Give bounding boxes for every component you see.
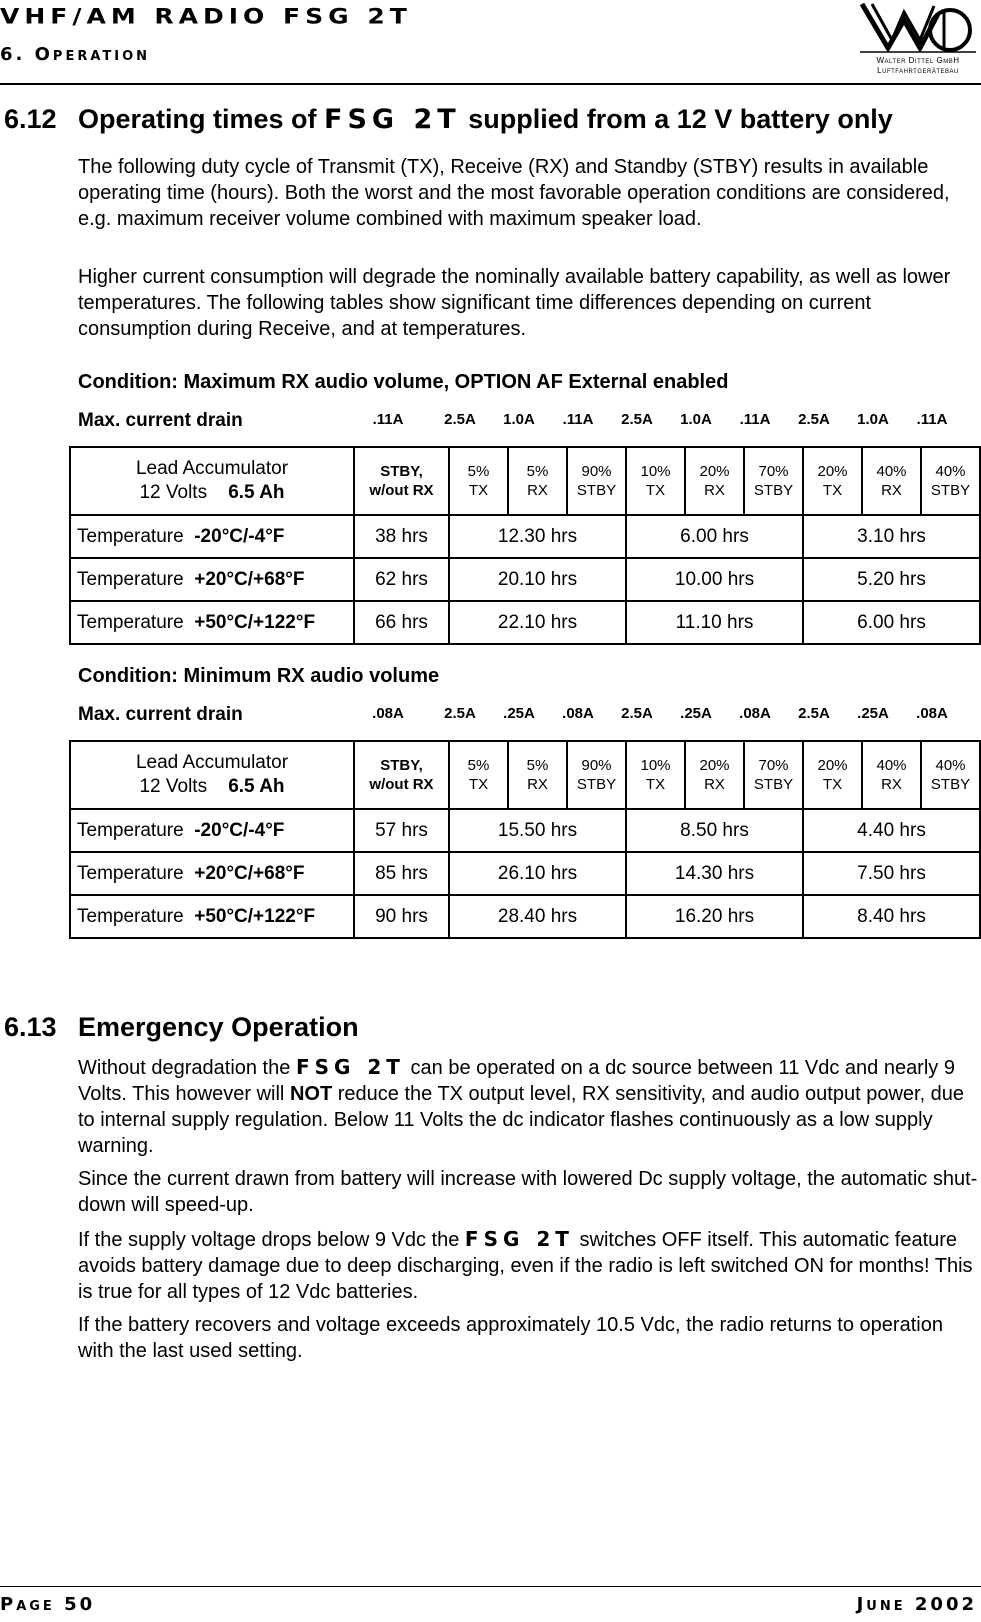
duty-cycle-mode: RX <box>881 482 902 499</box>
duty-cycle-percent: 90% <box>581 463 612 480</box>
document-date: June 2002 <box>856 1594 977 1615</box>
duty-cycle-percent: 5% <box>467 463 490 480</box>
duty-cycle-mode: RX <box>881 776 902 793</box>
current-drain-value: 2.5A <box>621 705 653 722</box>
operating-time-cell: 12.30 hrs <box>449 515 626 558</box>
duty-cycle-percent: 20% <box>699 757 730 774</box>
duty-cycle-mode: STBY <box>576 482 617 499</box>
duty-cycle-mode: STBY <box>753 776 794 793</box>
paragraph: If the battery recovers and voltage exceeds approximately 10.5 Vdc, the radio returns to operation with the last used setting. <box>78 1314 943 1362</box>
temperature-value: +20°C/+68°F <box>194 568 305 590</box>
logo-company-name: Walter Dittel GmbH <box>876 56 960 65</box>
current-drain-value: 2.5A <box>798 411 830 428</box>
header-rule <box>0 83 981 85</box>
temperature-value: -20°C/-4°F <box>194 525 285 547</box>
duty-cycle-percent: 10% <box>640 757 671 774</box>
temperature-cell <box>70 515 354 558</box>
operating-time-cell: 28.40 hrs <box>449 895 626 938</box>
operating-time-table-max <box>69 446 981 645</box>
condition-label: Condition: Minimum RX audio volume <box>78 665 440 687</box>
duty-cycle-mode: TX <box>645 776 666 793</box>
duty-cycle-header <box>626 447 685 515</box>
duty-cycle-percent: 70% <box>758 463 789 480</box>
stby-time-cell: 66 hrs <box>354 601 449 644</box>
temperature-label: Temperature <box>77 905 184 927</box>
current-drain-value: 2.5A <box>798 705 830 722</box>
duty-cycle-percent: 5% <box>467 757 490 774</box>
duty-cycle-header <box>803 741 862 809</box>
duty-cycle-percent: 20% <box>817 463 848 480</box>
current-drain-value: 2.5A <box>621 411 653 428</box>
current-drain-value: .08A <box>739 705 771 722</box>
duty-cycle-header <box>508 741 567 809</box>
current-drain-value: .08A <box>562 705 594 722</box>
stby-header <box>354 741 449 809</box>
duty-cycle-percent: 20% <box>817 757 848 774</box>
duty-cycle-header <box>744 741 803 809</box>
duty-cycle-mode: RX <box>527 776 548 793</box>
table-row <box>70 852 980 895</box>
battery-type: Lead Accumulator <box>135 752 289 773</box>
operating-time-cell: 10.00 hrs <box>626 558 803 601</box>
document-title: VHF/AM RADIO FSG 2T <box>0 4 412 29</box>
heading-brand: FSG 2T <box>324 104 461 135</box>
current-drain-value: .08A <box>372 705 404 722</box>
stby-time-cell: 62 hrs <box>354 558 449 601</box>
current-drain-value: 1.0A <box>680 411 712 428</box>
temperature-cell <box>70 558 354 601</box>
stby-sublabel: w/out RX <box>369 482 434 499</box>
chapter-title: 6. Operation <box>0 44 151 65</box>
duty-cycle-percent: 5% <box>526 757 549 774</box>
heading-text: Emergency Operation <box>78 1012 359 1042</box>
paragraph: The following duty cycle of Transmit (TX), Receive (RX) and Standby (STBY) results in available operating time (hours). Both the worst and the most favorable operation conditions are considered, e.g. maximum receiver volume combined with maximum speaker load. <box>78 156 950 230</box>
duty-cycle-percent: 70% <box>758 757 789 774</box>
operating-time-cell: 4.40 hrs <box>803 809 980 852</box>
current-drain-value: 2.5A <box>444 411 476 428</box>
operating-time-cell: 20.10 hrs <box>449 558 626 601</box>
stby-header <box>354 447 449 515</box>
table-row <box>70 809 980 852</box>
duty-cycle-percent: 40% <box>935 463 966 480</box>
duty-cycle-percent: 40% <box>876 757 907 774</box>
stby-time-cell: 90 hrs <box>354 895 449 938</box>
temperature-cell <box>70 895 354 938</box>
operating-time-cell: 8.50 hrs <box>626 809 803 852</box>
duty-cycle-mode: STBY <box>930 482 971 499</box>
current-drain-label: Max. current drain <box>78 704 243 725</box>
current-drain-label: Max. current drain <box>78 410 243 431</box>
condition-label: Condition: Maximum RX audio volume, OPTION AF External enabled <box>78 371 729 393</box>
duty-cycle-mode: RX <box>704 482 725 499</box>
current-drain-value: 1.0A <box>503 411 535 428</box>
duty-cycle-mode: STBY <box>753 482 794 499</box>
inline-brand: FSG 2T <box>464 1227 574 1251</box>
current-drain-value: .25A <box>503 705 535 722</box>
current-drain-value: .11A <box>916 411 948 428</box>
table-row <box>70 558 980 601</box>
operating-time-cell: 6.00 hrs <box>803 601 980 644</box>
temperature-cell <box>70 852 354 895</box>
current-drain-value: .11A <box>739 411 771 428</box>
temperature-label: Temperature <box>77 568 184 590</box>
footer-rule <box>0 1586 981 1587</box>
current-drain-value: .25A <box>680 705 712 722</box>
battery-type: Lead Accumulator <box>135 458 289 479</box>
stby-time-cell: 57 hrs <box>354 809 449 852</box>
battery-header <box>70 447 354 515</box>
stby-time-cell: 38 hrs <box>354 515 449 558</box>
duty-cycle-header <box>508 447 567 515</box>
operating-time-cell: 26.10 hrs <box>449 852 626 895</box>
operating-time-cell: 6.00 hrs <box>626 515 803 558</box>
battery-header <box>70 741 354 809</box>
duty-cycle-mode: TX <box>645 482 666 499</box>
paragraph: Without degradation the FSG 2T can be operated on a dc source between 11 Vdc and nearly 9 Volts. This however will NOT reduce the TX output level, RX sensitivity, and audio output power, due to internal supply regulation. Below 11 Volts the dc indicator flashes continuously as a low supply warning. <box>78 1055 965 1157</box>
temperature-value: -20°C/-4°F <box>194 819 285 841</box>
logo-mark-icon <box>858 0 978 56</box>
duty-cycle-mode: STBY <box>576 776 617 793</box>
duty-cycle-header <box>685 741 744 809</box>
duty-cycle-percent: 20% <box>699 463 730 480</box>
heading-text-post: supplied from a 12 V battery only <box>468 104 893 134</box>
duty-cycle-header <box>921 447 980 515</box>
duty-cycle-mode: TX <box>822 776 843 793</box>
duty-cycle-percent: 40% <box>935 757 966 774</box>
section-number: 6.13 <box>4 1012 57 1042</box>
duty-cycle-header <box>567 447 626 515</box>
table-row <box>70 895 980 938</box>
temperature-label: Temperature <box>77 819 184 841</box>
temperature-value: +50°C/+122°F <box>194 611 316 633</box>
battery-capacity: 6.5 Ah <box>228 482 285 503</box>
duty-cycle-header <box>567 741 626 809</box>
current-drain-value: 1.0A <box>857 411 889 428</box>
duty-cycle-mode: TX <box>468 482 489 499</box>
temperature-cell <box>70 809 354 852</box>
operating-time-cell: 3.10 hrs <box>803 515 980 558</box>
stby-label: STBY, <box>380 463 423 480</box>
duty-cycle-mode: TX <box>822 482 843 499</box>
current-drain-value: .25A <box>857 705 889 722</box>
operating-time-cell: 14.30 hrs <box>626 852 803 895</box>
operating-time-cell: 22.10 hrs <box>449 601 626 644</box>
logo-company-sub: Luftfahrtgerätebau <box>877 66 959 75</box>
duty-cycle-header <box>862 447 921 515</box>
operating-time-cell: 15.50 hrs <box>449 809 626 852</box>
operating-time-cell: 11.10 hrs <box>626 601 803 644</box>
current-drain-value: 2.5A <box>444 705 476 722</box>
paragraph: Since the current drawn from battery will increase with lowered Dc supply voltage, the automatic shut-down will speed-up. <box>78 1168 978 1216</box>
company-logo <box>858 0 978 80</box>
duty-cycle-mode: RX <box>527 482 548 499</box>
duty-cycle-header <box>626 741 685 809</box>
operating-time-cell: 8.40 hrs <box>803 895 980 938</box>
paragraph: Higher current consumption will degrade the nominally available battery capability, as well as lower temperatures. The following tables show significant time differences depending on current consumption during Receive, and at temperatures. <box>78 266 951 340</box>
current-drain-value: .11A <box>562 411 594 428</box>
duty-cycle-header <box>803 447 862 515</box>
duty-cycle-header <box>449 447 508 515</box>
battery-voltage: 12 Volts <box>139 776 208 797</box>
page-header <box>0 0 981 86</box>
operating-time-cell: 16.20 hrs <box>626 895 803 938</box>
temperature-value: +20°C/+68°F <box>194 862 305 884</box>
table-row <box>70 515 980 558</box>
duty-cycle-percent: 90% <box>581 757 612 774</box>
temperature-label: Temperature <box>77 525 184 547</box>
duty-cycle-header <box>449 741 508 809</box>
battery-capacity: 6.5 Ah <box>228 776 285 797</box>
battery-voltage: 12 Volts <box>139 482 208 503</box>
duty-cycle-percent: 40% <box>876 463 907 480</box>
duty-cycle-header <box>744 447 803 515</box>
heading-text-pre: Operating times of <box>78 104 317 134</box>
temperature-label: Temperature <box>77 611 184 633</box>
section-number: 6.12 <box>4 104 57 134</box>
duty-cycle-mode: STBY <box>930 776 971 793</box>
page-number: Page 50 <box>0 1594 96 1615</box>
temperature-label: Temperature <box>77 862 184 884</box>
operating-time-cell: 5.20 hrs <box>803 558 980 601</box>
duty-cycle-header <box>685 447 744 515</box>
temperature-value: +50°C/+122°F <box>194 905 316 927</box>
current-drain-value: .11A <box>372 411 404 428</box>
temperature-cell <box>70 601 354 644</box>
stby-sublabel: w/out RX <box>369 776 434 793</box>
table-row <box>70 601 980 644</box>
duty-cycle-header <box>862 741 921 809</box>
current-drain-value: .08A <box>916 705 948 722</box>
operating-time-cell: 7.50 hrs <box>803 852 980 895</box>
operating-time-table-min <box>69 740 981 939</box>
stby-label: STBY, <box>380 757 423 774</box>
duty-cycle-percent: 5% <box>526 463 549 480</box>
duty-cycle-header <box>921 741 980 809</box>
inline-brand: FSG 2T <box>295 1055 405 1079</box>
paragraph: If the supply voltage drops below 9 Vdc the FSG 2T switches OFF itself. This automatic feature avoids battery damage due to deep discharging, even if the radio is left switched ON for months! This is true for all types of 12 Vdc batteries. <box>78 1227 973 1303</box>
duty-cycle-mode: RX <box>704 776 725 793</box>
duty-cycle-mode: TX <box>468 776 489 793</box>
stby-time-cell: 85 hrs <box>354 852 449 895</box>
duty-cycle-percent: 10% <box>640 463 671 480</box>
